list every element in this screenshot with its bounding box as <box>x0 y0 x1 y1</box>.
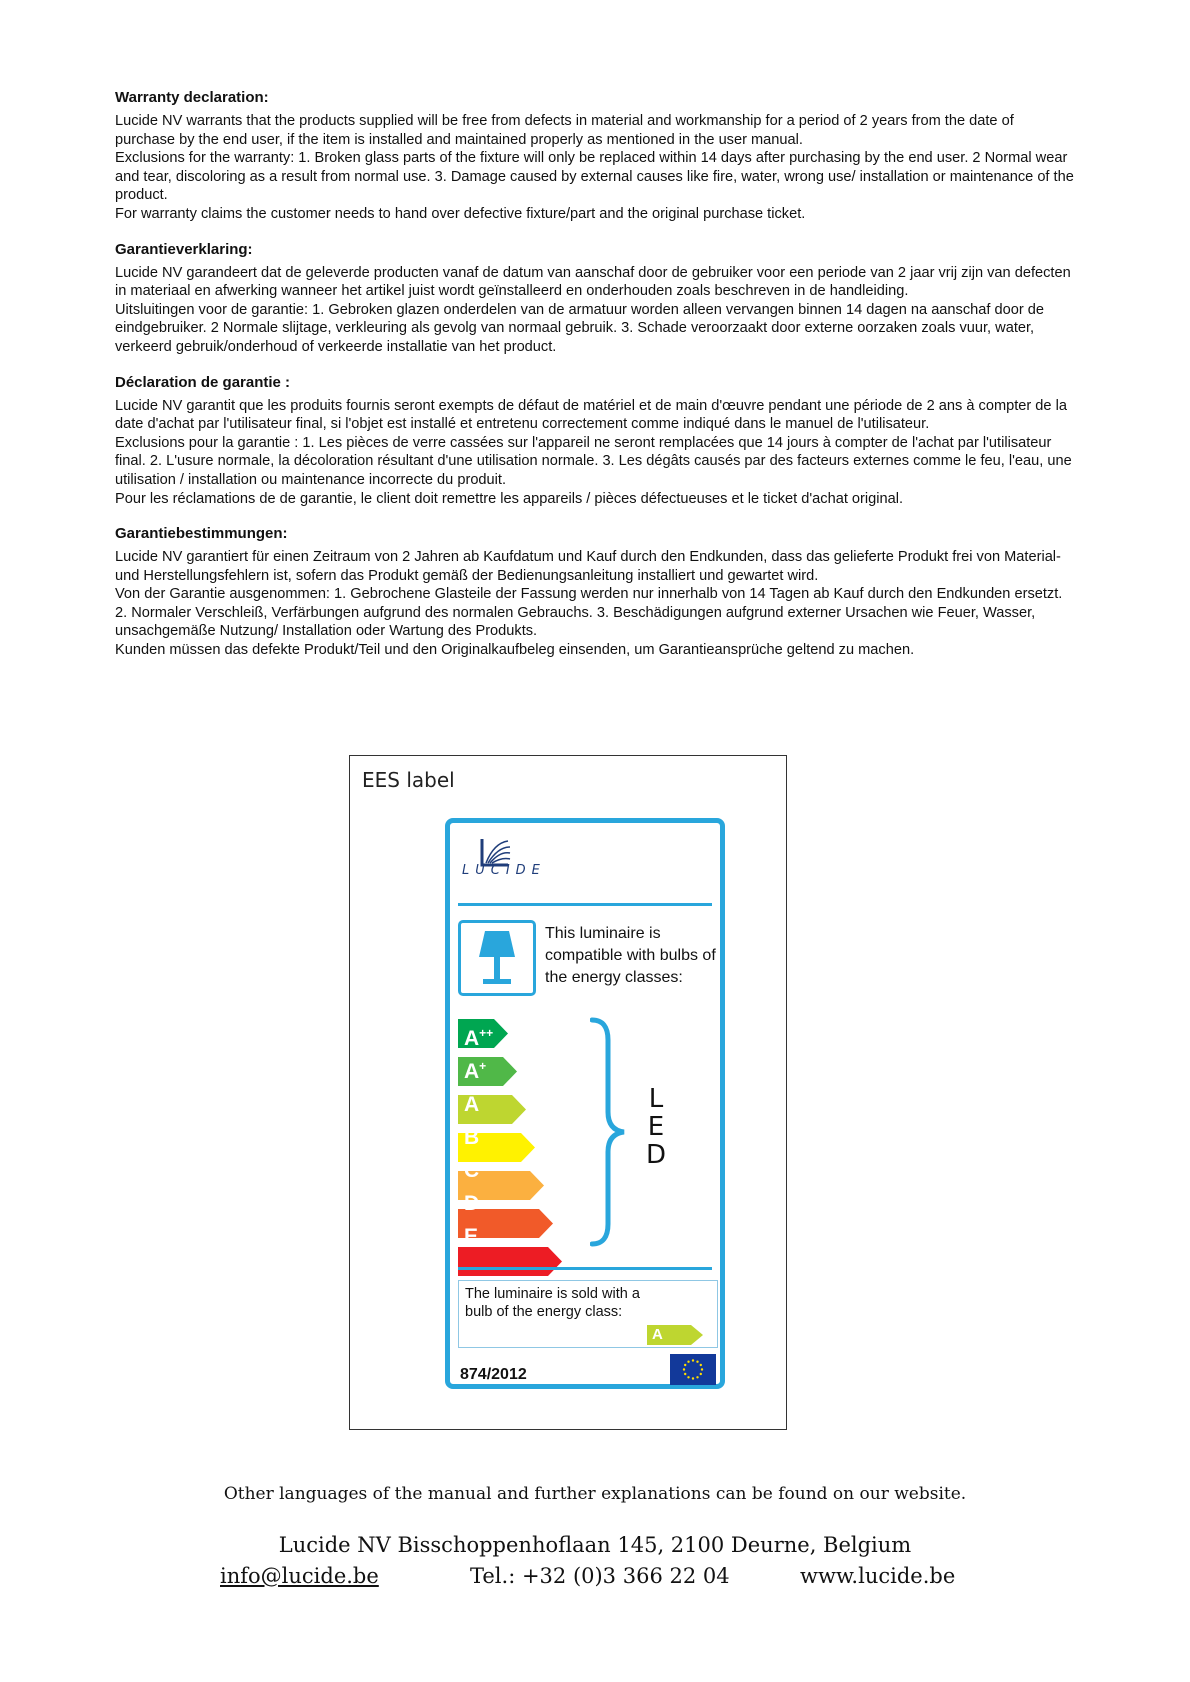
section-title: Garantieverklaring: <box>115 240 253 258</box>
warranty-sections <box>115 88 1075 676</box>
led-brace-icon <box>590 1016 630 1248</box>
energy-class-bar <box>458 1019 598 1048</box>
warranty-section-nl <box>115 240 1075 357</box>
sold-class-label: A <box>652 1326 663 1343</box>
label-divider <box>458 1267 712 1270</box>
lamp-icon <box>461 923 533 993</box>
paragraph: For warranty claims the customer needs to hand over defective fixture/part and the original purchase ticket. <box>115 205 806 222</box>
energy-class-label: B <box>464 1126 480 1149</box>
energy-class-bar <box>458 1095 598 1124</box>
paragraph: Exclusions for the warranty: 1. Broken glass parts of the fixture will only be replaced within 14 days after purchasing by the end user. 2 Normal wear and tear, discoloring as a result from normal use. 3. Damage caused by external causes like fire, water, wrong use/ installation or maintenance of the product. <box>115 150 1074 204</box>
energy-class-bar <box>458 1133 598 1162</box>
energy-class-bars <box>458 1019 598 1285</box>
phone-number: Tel.: +32 (0)3 366 22 04 <box>470 1564 730 1588</box>
energy-class-label: D <box>464 1192 480 1215</box>
eu-flag-icon <box>670 1354 716 1385</box>
energy-class-bar <box>458 1209 598 1238</box>
paragraph: Uitsluitingen voor de garantie: 1. Gebroken glazen onderdelen van de armatuur worden alleen vervangen binnen 14 dagen na aanschaf door de eindgebruiker. 2 Normale slijtage, verkleuring als gevolg van normaal gebruik. 3. Schade veroorzaakt door externe oorzaken zoals vuur, water, verkeerd gebruik/onderhoud of verkeerde installatie van het product. <box>115 301 1044 355</box>
paragraph: Pour les réclamations de de garantie, le client doit remettre les appareils / pièces défectueuses et le ticket d'achat original. <box>115 490 904 507</box>
ees-heading: EES label <box>362 768 455 792</box>
energy-class-label: C <box>464 1159 480 1182</box>
regulation-number: 874/2012 <box>460 1366 527 1383</box>
paragraph: Exclusions pour la garantie : 1. Les pièces de verre cassées sur l'appareil ne seront remplacées que 14 jours à compter de l'achat par l'utilisateur final. 2. L'usure normale, la décoloration résultant d'une utilisation normale. 3. Les dégâts causés par des facteurs externes comme le feu, l'eau, une utilisation / installation ou maintenance incorrecte du produit. <box>115 434 1072 488</box>
energy-class-label: A++ <box>464 1026 494 1050</box>
led-letters <box>642 1085 670 1169</box>
ees-label-box <box>349 755 787 1430</box>
paragraph: Von der Garantie ausgenommen: 1. Gebrochene Glasteile der Fassung werden nur innerhalb von 14 Tagen ab Kauf durch den Endkunden ersetzt. 2. Normaler Verschleiß, Verfärbungen aufgrund des normalen Gebrauchs. 3. Beschädigungen aufgrund externer Ursachen wie Feuer, Wasser, unsachgemäße Nutzung/ Installation oder Wartung des Produkts. <box>115 586 1063 640</box>
section-body <box>115 264 1075 357</box>
energy-class-bar <box>458 1247 598 1276</box>
section-body <box>115 548 1075 660</box>
paragraph: Lucide NV garandeert dat de geleverde producten vanaf de datum van aanschaf door de gebruiker voor een periode van 2 jaar vrij zijn van defecten in materiaal en afwerking wanneer het artikel juist wordt geïnstalleerd en onderhouden zoals beschreven in de handleiding. <box>115 264 1071 300</box>
section-title: Garantiebestimmungen: <box>115 525 288 543</box>
warranty-section-fr <box>115 373 1075 509</box>
email-link[interactable]: info@lucide.be <box>220 1564 379 1588</box>
warranty-section-en <box>115 88 1075 224</box>
footer-note: Other languages of the manual and further explanations can be found on our website. <box>223 1484 967 1504</box>
energy-class-label: A <box>464 1093 480 1116</box>
section-title: Warranty declaration: <box>115 89 269 106</box>
sold-with-box <box>458 1280 718 1348</box>
lucide-logo-text: LUCIDE <box>462 863 546 878</box>
energy-class-bar <box>458 1057 598 1086</box>
section-title: Déclaration de garantie : <box>115 373 291 391</box>
section-body <box>115 112 1075 224</box>
led-letter: D <box>645 1140 667 1170</box>
energy-class-label: A+ <box>464 1059 487 1083</box>
energy-class-bar <box>458 1171 598 1200</box>
paragraph: Kunden müssen das defekte Produkt/Teil und den Originalkaufbeleg einsenden, um Garantieansprüche geltend zu machen. <box>115 642 915 659</box>
label-divider <box>458 903 712 906</box>
paragraph: Lucide NV warrants that the products supplied will be free from defects in material and workmanship for a period of 2 years from the date of purchase by the end user, if the item is installed and maintained properly as mentioned in the user manual. <box>115 113 1014 148</box>
lamp-icon-box <box>458 920 536 996</box>
warranty-section-de <box>115 524 1075 660</box>
led-letter: L <box>648 1084 664 1114</box>
compatible-classes-text: This luminaire is compatible with bulbs of the energy classes: <box>545 925 716 986</box>
sold-with-text: The luminaire is sold with a bulb of the energy class: <box>465 1286 640 1320</box>
energy-class-label: E <box>464 1225 479 1248</box>
led-letter: E <box>647 1112 665 1142</box>
company-address: Lucide NV Bisschoppenhoflaan 145, 2100 Deurne, Belgium <box>278 1533 912 1557</box>
paragraph: Lucide NV garantit que les produits fournis seront exempts de défaut de matériel et de main d'œuvre pendant une période de 2 ans à compter de la date d'achat par l'utilisateur final, si l'objet est installé et entretenu correctement comme indiqué dans le manuel de l'utilisateur. <box>115 397 1067 433</box>
energy-label <box>445 818 725 1389</box>
paragraph: Lucide NV garantiert für einen Zeitraum von 2 Jahren ab Kaufdatum und Kauf durch den Endkunden, dass das gelieferte Produkt frei von Material- und Herstellungsfehlern ist, sofern das Produkt gemäß der Bedienungsanleitung installiert und gewartet wird. <box>115 549 1061 584</box>
section-body <box>115 397 1075 509</box>
website-link[interactable]: www.lucide.be <box>800 1564 956 1588</box>
